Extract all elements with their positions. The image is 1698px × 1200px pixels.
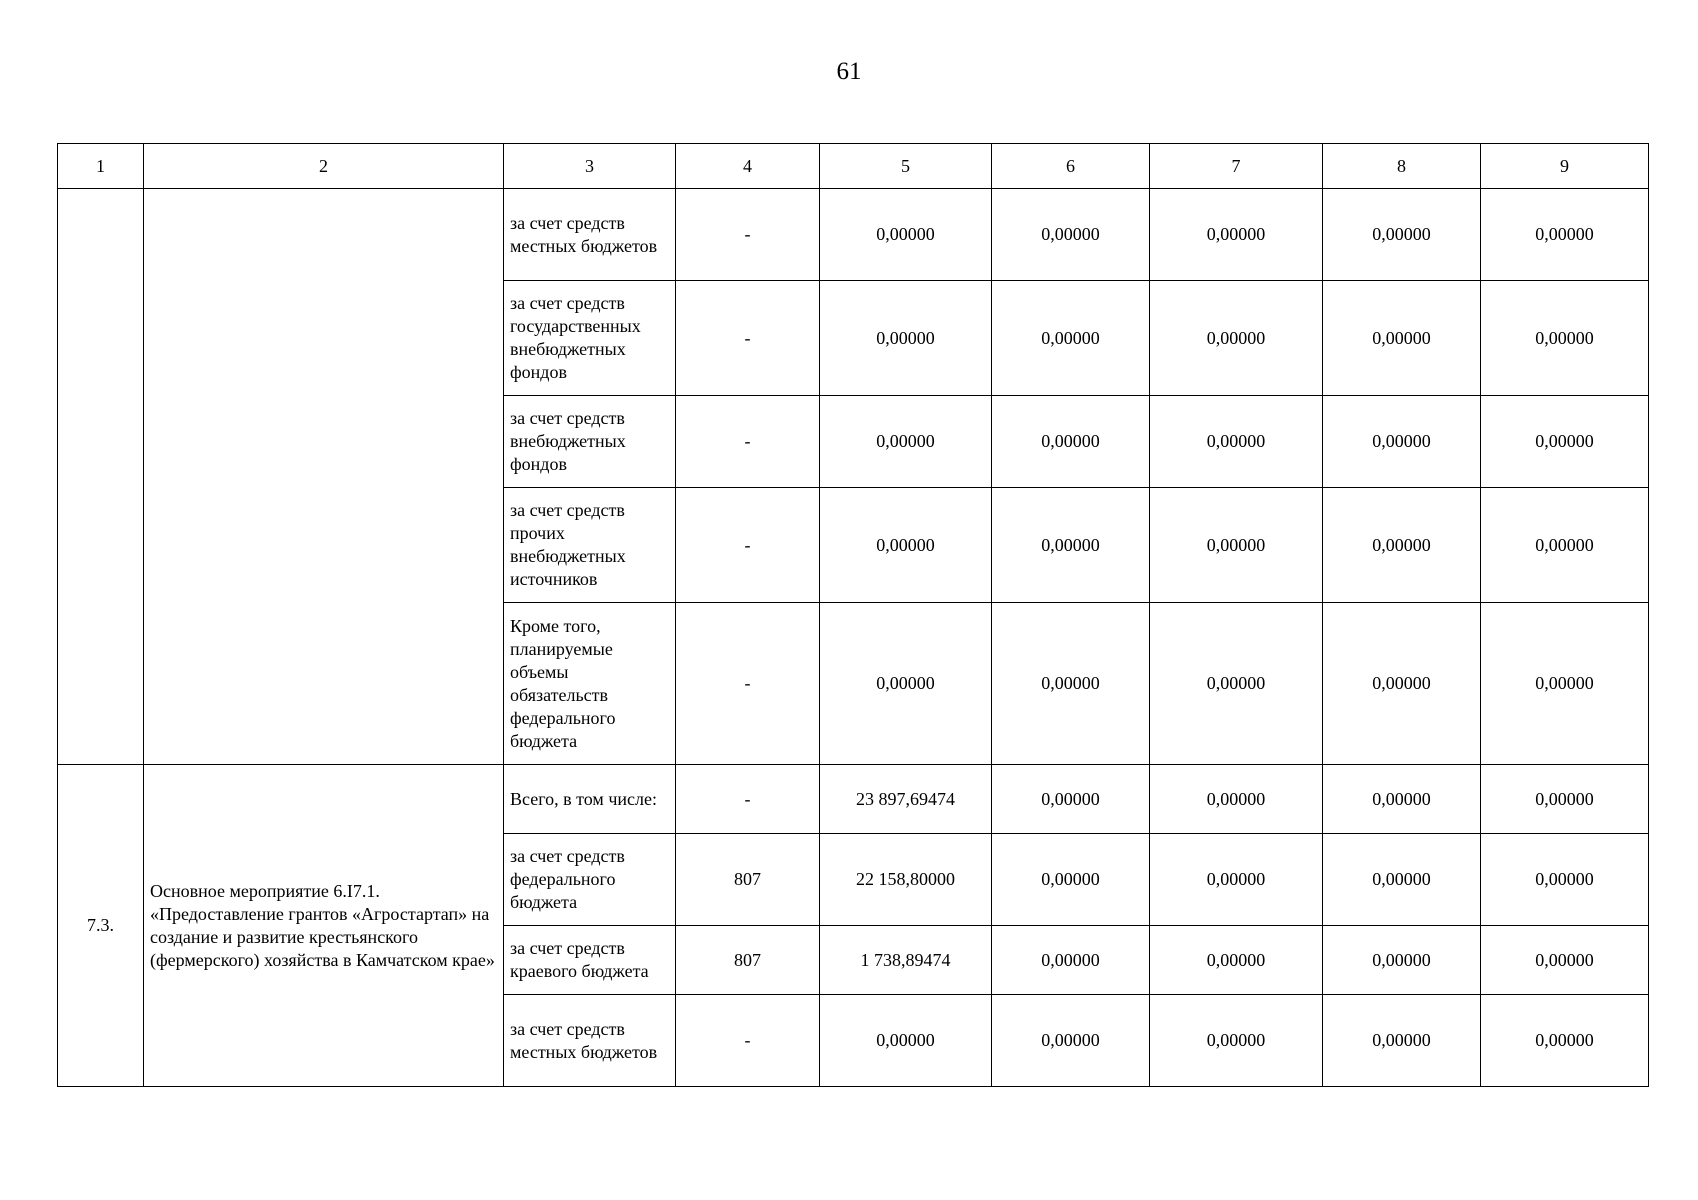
funding-source-cell: Всего, в том числе:	[504, 765, 676, 834]
value-cell: 23 897,69474	[820, 765, 992, 834]
row-number-cell: 7.3.	[58, 765, 144, 1087]
value-cell: 0,00000	[820, 488, 992, 603]
code-cell: -	[676, 488, 820, 603]
value-cell: 0,00000	[820, 396, 992, 488]
measure-name-cell: Основное мероприятие 6.I7.1. «Предоставление грантов «Агростартап» на создание и развитие крестьянского (фермерского) хозяйства в Камчатском крае»	[144, 765, 504, 1087]
value-cell: 0,00000	[992, 603, 1150, 765]
code-cell: -	[676, 281, 820, 396]
value-cell: 0,00000	[1323, 995, 1481, 1087]
code-cell: 807	[676, 834, 820, 926]
funding-source-cell: за счет средств государственных внебюджетных фондов	[504, 281, 676, 396]
funding-source-cell: за счет средств федерального бюджета	[504, 834, 676, 926]
value-cell: 0,00000	[1150, 995, 1323, 1087]
value-cell: 0,00000	[992, 488, 1150, 603]
budget-table	[57, 143, 1649, 1087]
value-cell: 0,00000	[820, 189, 992, 281]
header-cell: 2	[144, 144, 504, 189]
value-cell: 0,00000	[1150, 603, 1323, 765]
value-cell: 0,00000	[1150, 189, 1323, 281]
code-cell: -	[676, 189, 820, 281]
value-cell: 0,00000	[992, 396, 1150, 488]
value-cell: 0,00000	[1150, 488, 1323, 603]
value-cell: 0,00000	[1323, 189, 1481, 281]
value-cell: 0,00000	[1481, 926, 1649, 995]
value-cell: 0,00000	[1323, 488, 1481, 603]
value-cell: 0,00000	[1323, 396, 1481, 488]
header-cell: 8	[1323, 144, 1481, 189]
header-cell: 1	[58, 144, 144, 189]
code-cell: -	[676, 396, 820, 488]
table-row	[58, 765, 1649, 834]
value-cell: 0,00000	[992, 995, 1150, 1087]
value-cell: 1 738,89474	[820, 926, 992, 995]
value-cell: 0,00000	[992, 765, 1150, 834]
value-cell: 0,00000	[1323, 281, 1481, 396]
value-cell: 0,00000	[1481, 995, 1649, 1087]
code-cell: -	[676, 603, 820, 765]
value-cell: 0,00000	[992, 189, 1150, 281]
funding-source-cell: за счет средств внебюджетных фондов	[504, 396, 676, 488]
code-cell: -	[676, 765, 820, 834]
value-cell: 0,00000	[1481, 281, 1649, 396]
code-cell: -	[676, 995, 820, 1087]
header-cell: 3	[504, 144, 676, 189]
value-cell: 0,00000	[1481, 488, 1649, 603]
value-cell: 0,00000	[1323, 603, 1481, 765]
value-cell: 0,00000	[1323, 926, 1481, 995]
value-cell: 0,00000	[1150, 834, 1323, 926]
page-number: 61	[836, 58, 862, 85]
header-cell: 5	[820, 144, 992, 189]
funding-source-cell: за счет средств местных бюджетов	[504, 189, 676, 281]
value-cell: 22 158,80000	[820, 834, 992, 926]
code-cell: 807	[676, 926, 820, 995]
value-cell: 0,00000	[1323, 834, 1481, 926]
header-cell: 9	[1481, 144, 1649, 189]
measure-name-cell	[144, 189, 504, 765]
value-cell: 0,00000	[820, 603, 992, 765]
header-cell: 4	[676, 144, 820, 189]
value-cell: 0,00000	[1481, 396, 1649, 488]
value-cell: 0,00000	[1150, 926, 1323, 995]
header-cell: 7	[1150, 144, 1323, 189]
value-cell: 0,00000	[1481, 765, 1649, 834]
value-cell: 0,00000	[1323, 765, 1481, 834]
value-cell: 0,00000	[1150, 396, 1323, 488]
table-header-row	[58, 144, 1649, 189]
value-cell: 0,00000	[992, 926, 1150, 995]
row-number-cell	[58, 189, 144, 765]
header-cell: 6	[992, 144, 1150, 189]
value-cell: 0,00000	[1481, 834, 1649, 926]
value-cell: 0,00000	[1150, 765, 1323, 834]
funding-source-cell: Кроме того, планируемые объемы обязательств федерального бюджета	[504, 603, 676, 765]
value-cell: 0,00000	[820, 995, 992, 1087]
table-row	[58, 189, 1649, 281]
value-cell: 0,00000	[1481, 603, 1649, 765]
funding-source-cell: за счет средств местных бюджетов	[504, 995, 676, 1087]
funding-source-cell: за счет средств краевого бюджета	[504, 926, 676, 995]
funding-source-cell: за счет средств прочих внебюджетных источников	[504, 488, 676, 603]
value-cell: 0,00000	[992, 834, 1150, 926]
value-cell: 0,00000	[820, 281, 992, 396]
value-cell: 0,00000	[1150, 281, 1323, 396]
value-cell: 0,00000	[992, 281, 1150, 396]
value-cell: 0,00000	[1481, 189, 1649, 281]
